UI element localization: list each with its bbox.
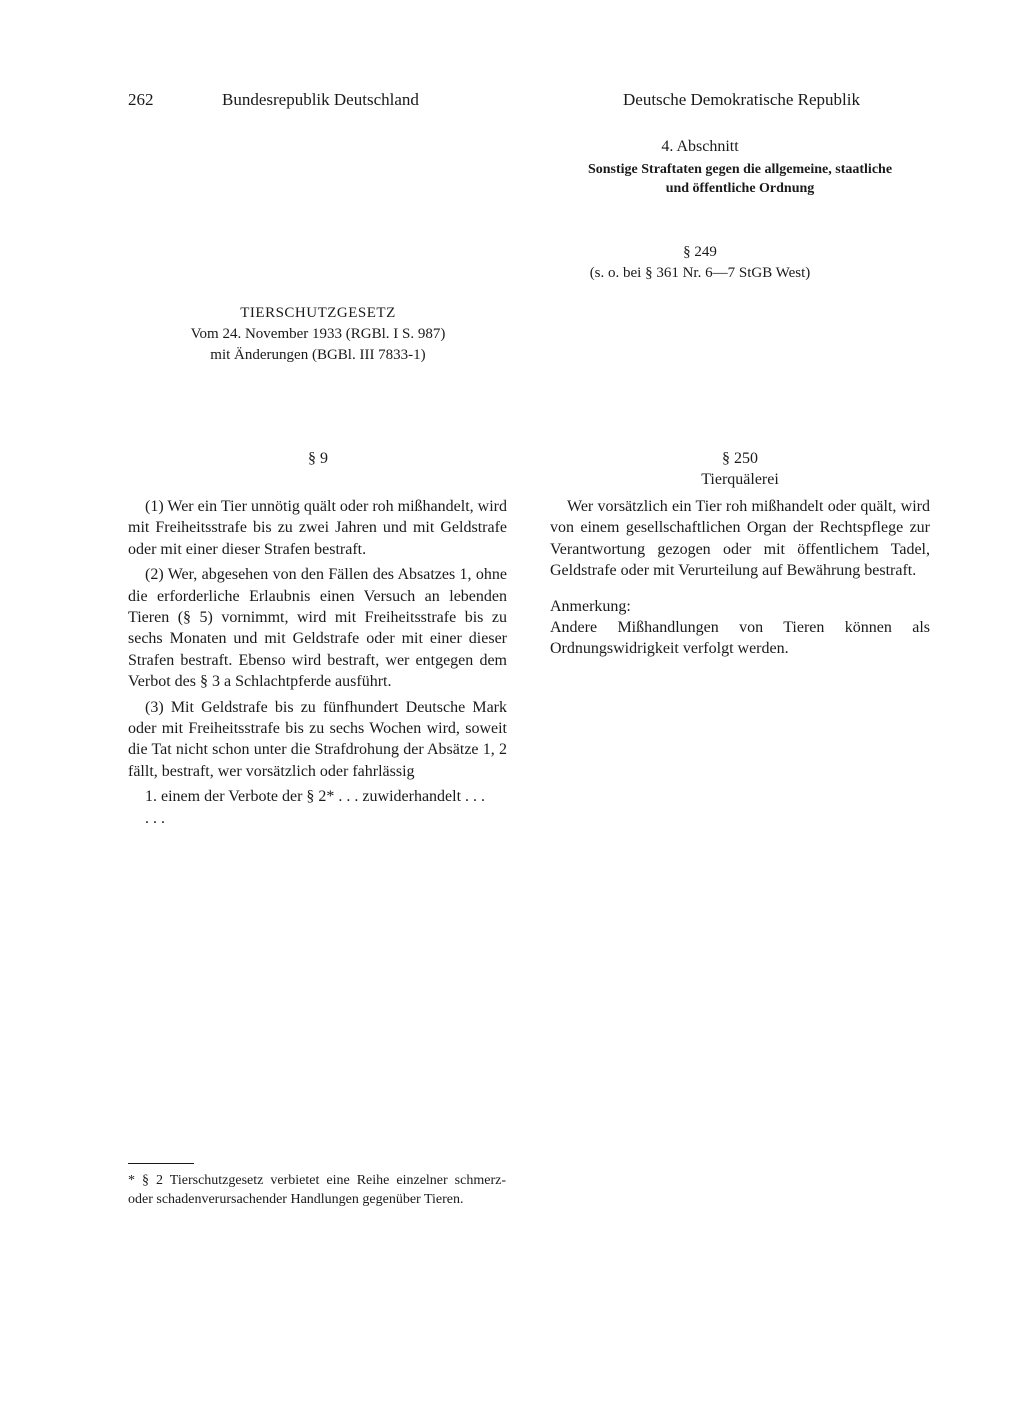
- paragraph-9-section-2: (2) Wer, abgesehen von den Fällen des Absatzes 1, ohne die erforderliche Erlaubnis einen Versuch an lebenden Tieren (§ 5) vornimmt, wird mit Freiheitsstrafe bis zu sechs Monaten und mit Geldstrafe oder mit einer dieser Strafen bestraft. Ebenso wird bestraft, wer entgegen dem Verbot des § 3 a Schlachtpferde ausführt.: [128, 566, 507, 691]
- paragraph-250-text: Wer vorsätzlich ein Tier roh mißhandelt oder quält, wird von einem gesellschaftlichen Organ der Rechtspflege zur Verantwortung gezogen oder mit öffentlichem Tadel, Geldstrafe oder mit Verurteilung auf Bewährung bestraft.: [550, 498, 930, 580]
- paragraph-9-section-3: (3) Mit Geldstrafe bis zu fünfhundert Deutsche Mark oder mit Freiheitsstrafe bis zu sechs Wochen wird, soweit die Tat nicht schon unter die Strafdrohung der Absätze 1, 2 fällt, bestraft, wer vorsätzlich oder fahrlässig: [128, 698, 507, 780]
- paragraph-9-ellipsis: . . .: [145, 809, 165, 827]
- section-title: 4. Abschnitt: [661, 138, 739, 155]
- paragraph-249-reference: (s. o. bei § 361 Nr. 6—7 StGB West): [589, 265, 811, 281]
- paragraph-250-heading: [550, 448, 930, 490]
- section-subtitle-line-1: Sonstige Straftaten gegen die allgemeine, staatliche: [587, 162, 893, 177]
- paragraph-9-label: § 9: [308, 450, 328, 467]
- note-text: Andere Mißhandlungen von Tieren können als Ordnungswidrigkeit verfolgt werden.: [550, 619, 930, 658]
- law-title: TIERSCHUTZGESETZ: [240, 305, 396, 321]
- paragraph-9-item-1: 1. einem der Verbote der § 2* . . . zuwiderhandelt . . .: [145, 788, 486, 806]
- law-date: Vom 24. November 1933 (RGBl. I S. 987): [190, 326, 446, 342]
- law-changes: mit Änderungen (BGBl. III 7833-1): [210, 347, 426, 363]
- footnote: * § 2 Tierschutzgesetz verbietet eine Reihe einzelner schmerz- oder schadenverursachender Handlungen gegenüber Tieren.: [128, 1173, 506, 1207]
- right-column-text: [550, 496, 930, 660]
- page-number: 262: [128, 90, 154, 109]
- running-head-left: Bundesrepublik Deutschland: [222, 90, 419, 109]
- section-subtitle: [560, 160, 920, 198]
- left-column-text: [128, 496, 507, 829]
- paragraph-250-title: Tierquälerei: [701, 471, 779, 488]
- section-subtitle-line-2: und öffentliche Ordnung: [665, 181, 815, 196]
- law-heading: [128, 303, 508, 366]
- paragraph-249-label: § 249: [683, 244, 717, 260]
- note-label: Anmerkung:: [550, 597, 631, 615]
- paragraph-9-section-1: (1) Wer ein Tier unnötig quält oder roh mißhandelt, wird mit Freiheitsstrafe bis zu zwei Jahren und mit Geldstrafe oder mit einer dieser Strafen bestraft.: [128, 498, 507, 558]
- paragraph-249-block: [540, 242, 860, 284]
- running-head-right: Deutsche Demokratische Republik: [623, 90, 860, 109]
- paragraph-250-label: § 250: [722, 450, 758, 467]
- footnote-rule: [128, 1163, 194, 1164]
